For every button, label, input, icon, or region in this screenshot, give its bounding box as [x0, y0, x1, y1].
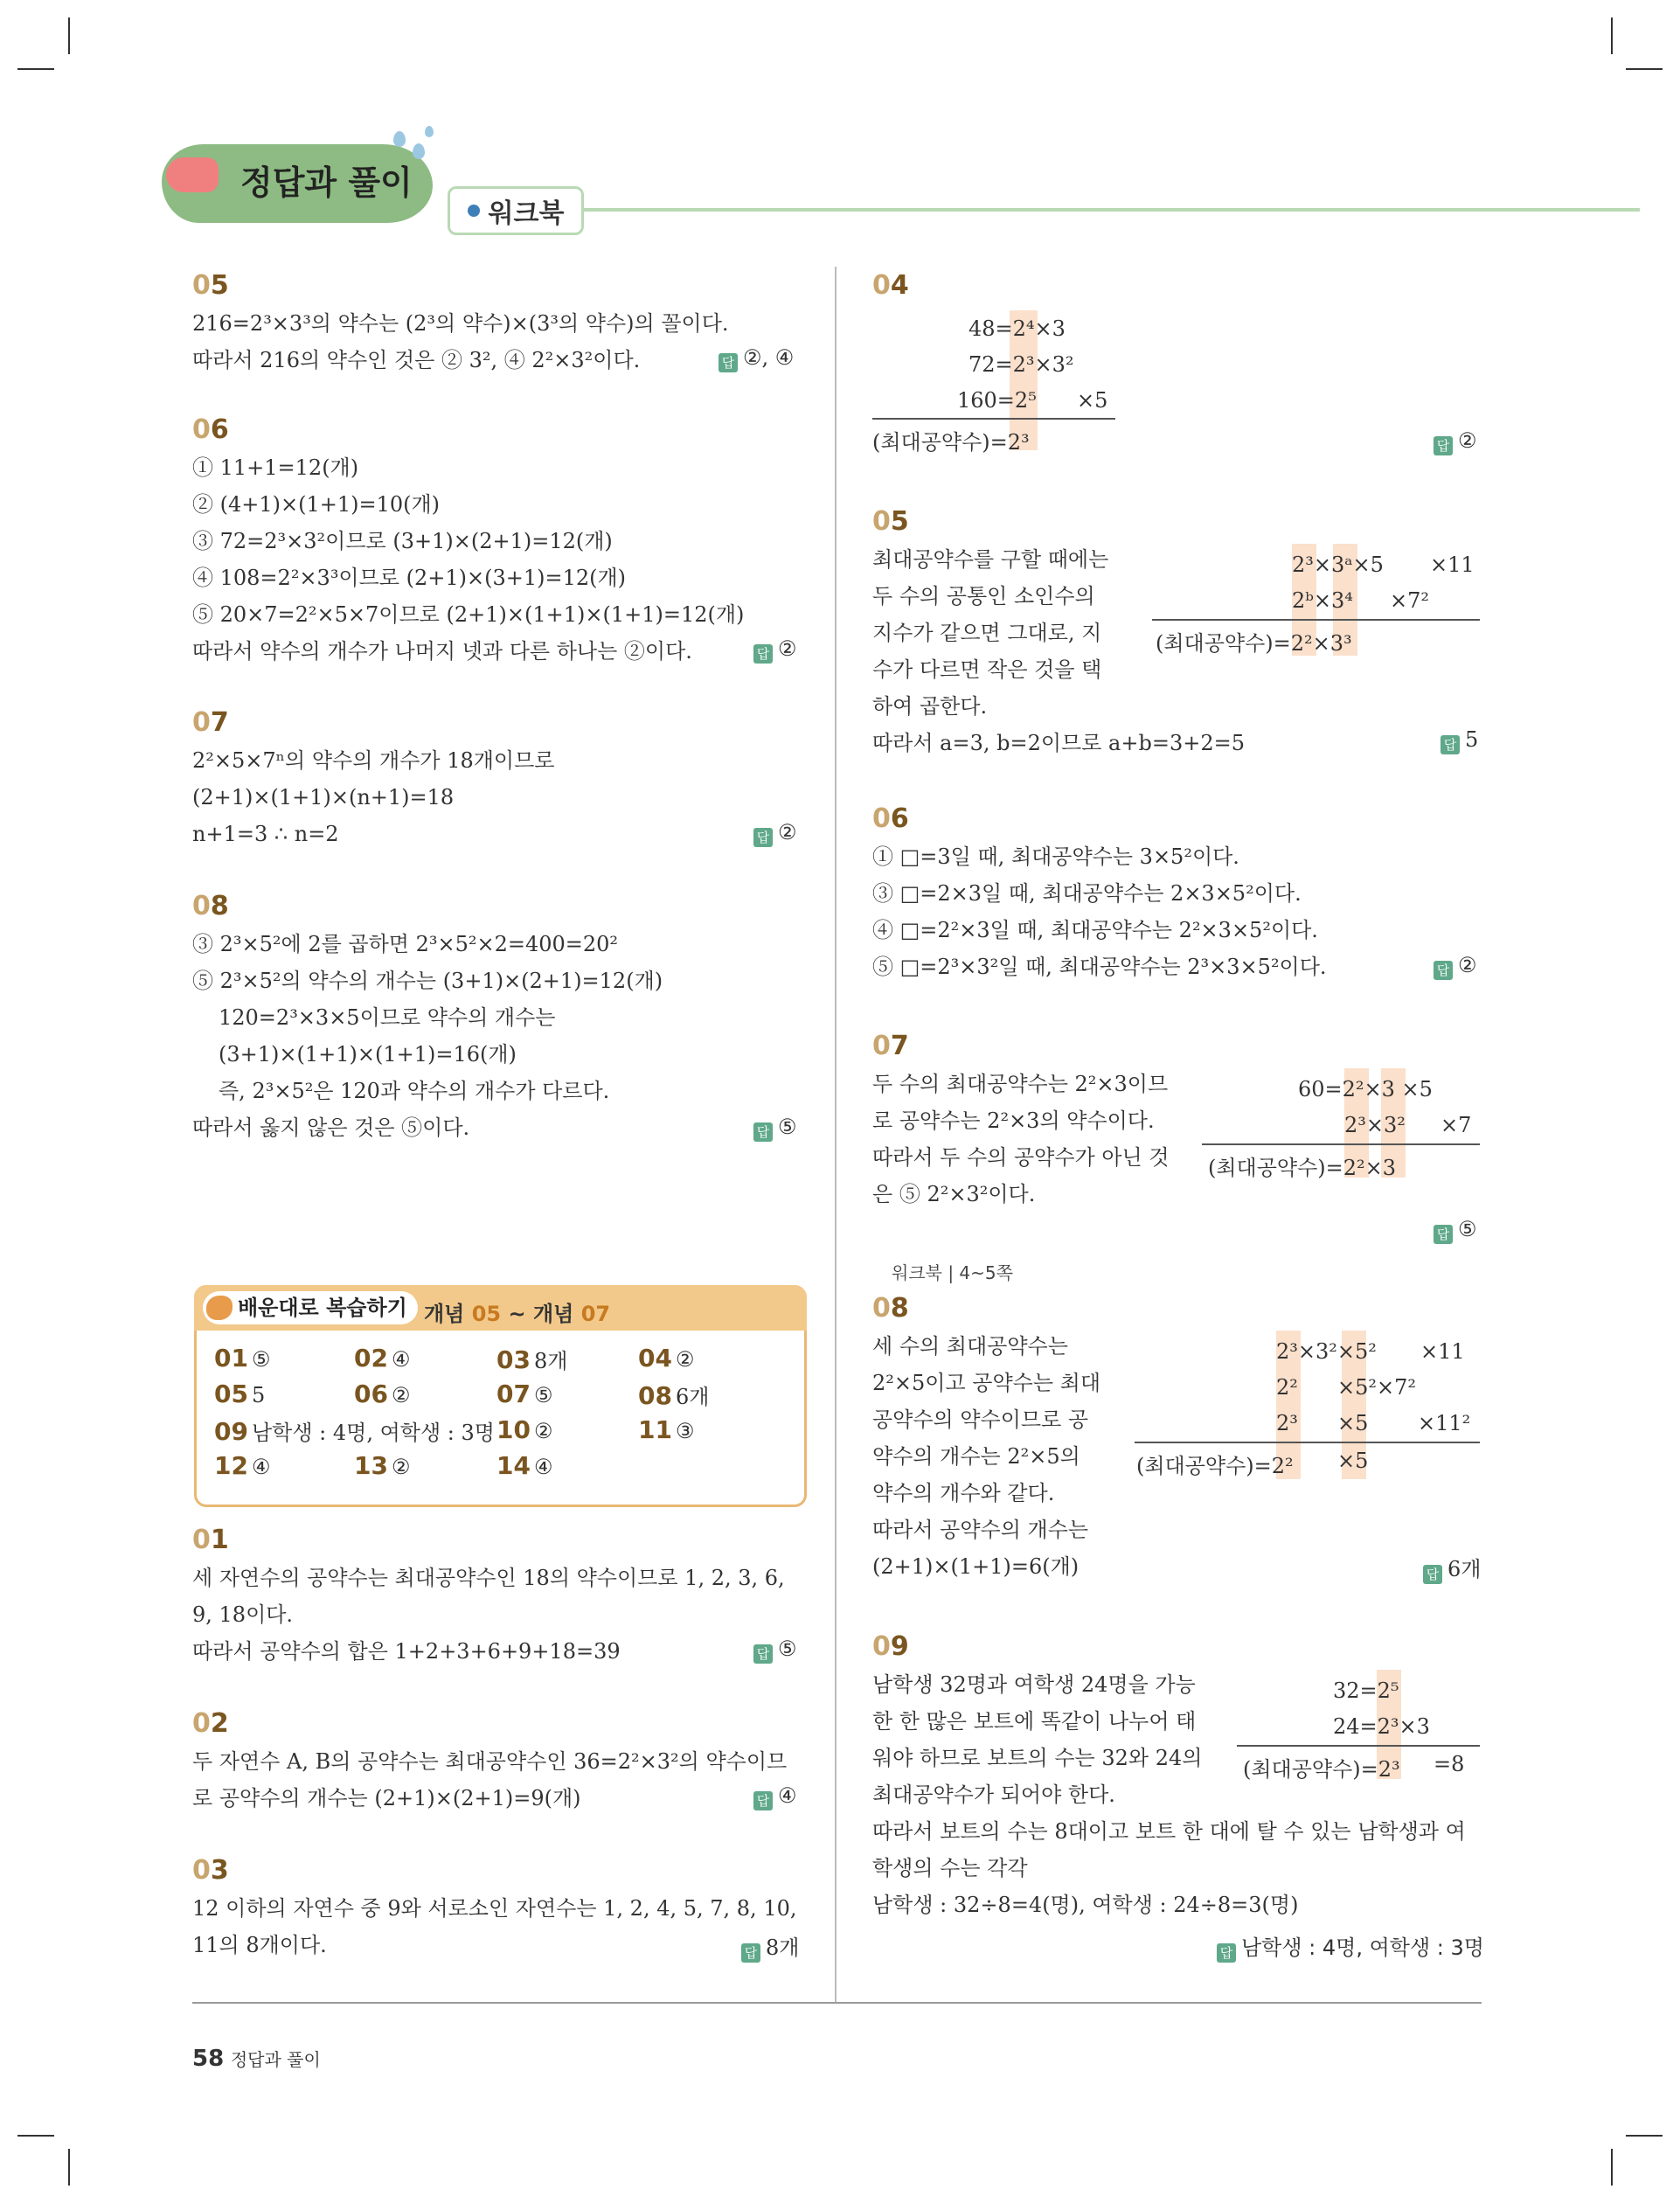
text-line: 남학생 : 32÷8=4(명), 여학생 : 24÷8=3(명) — [872, 1893, 1299, 1917]
text-line: 따라서 옳지 않은 것은 ⑤이다. — [192, 1115, 470, 1140]
text-line: 두 수의 공통인 소인수의 — [872, 584, 1095, 608]
header-rule — [489, 208, 1640, 212]
problem-number: 06 — [872, 803, 909, 834]
problem-number: 02 — [192, 1708, 229, 1739]
factor-line: 160=2⁵ — [957, 388, 1037, 413]
sub-num: 07 — [580, 1302, 611, 1326]
text-line: 하여 곱한다. — [872, 694, 988, 719]
text-line: 따라서 a=3, b=2이므로 a+b=3+2=5 — [872, 731, 1245, 755]
review-item: 13 ② — [354, 1451, 411, 1480]
crop-mark — [1626, 2135, 1663, 2137]
workbook-page-ref: 워크북 | 4~5쪽 — [892, 1262, 1013, 1283]
footer-label: 정답과 풀이 — [230, 2049, 321, 2070]
answer — [1434, 953, 1477, 980]
text-line: 최대공약수가 되어야 한다. — [872, 1783, 1115, 1807]
review-item: 03 8개 — [496, 1345, 568, 1374]
text-line: 12 이하의 자연수 중 9와 서로소인 자연수는 1, 2, 4, 5, 7, 8, 10, — [192, 1896, 797, 1921]
problem-number: 04 — [872, 270, 909, 301]
answer — [1434, 428, 1477, 455]
review-item: 02 ④ — [354, 1344, 411, 1373]
answer — [753, 1637, 797, 1664]
answer-value: ② — [778, 820, 797, 844]
review-item: 01 ⑤ — [214, 1344, 271, 1373]
answer-mark-icon: 답 — [753, 1644, 773, 1664]
text-line: (2+1)×(1+1)=6(개) — [872, 1554, 1080, 1579]
text-line: 216=2³×3³의 약수는 (2³의 약수)×(3³의 약수)의 꼴이다. — [192, 311, 729, 336]
text-line: ④ □=2²×3일 때, 최대공약수는 2²×3×5²이다. — [872, 918, 1318, 942]
divider-rule — [1152, 619, 1480, 621]
gcd-line: (최대공약수)=2²×3³ — [1156, 631, 1352, 656]
text-line: ⑤ 2³×5²의 약수의 개수는 (3+1)×(2+1)=12(개) — [192, 969, 663, 993]
text-line: 두 수의 최대공약수는 2²×3이므 — [872, 1072, 1169, 1096]
text-line: ③ 72=2³×3²이므로 (3+1)×(2+1)=12(개) — [192, 529, 613, 553]
answer-value: ⑤ — [778, 1637, 797, 1661]
answer-value: 5 — [1465, 727, 1479, 752]
factor-line: 32=2⁵ — [1333, 1678, 1399, 1703]
answer — [1434, 1217, 1477, 1244]
problem-number: 08 — [192, 891, 229, 921]
answer-mark-icon: 답 — [753, 644, 773, 664]
review-problem-03 — [192, 1852, 800, 1963]
text-line: 따라서 공약수의 개수는 — [872, 1518, 1089, 1542]
problem-number: 07 — [872, 1031, 909, 1061]
factor-line: 2³×3²×5² — [1276, 1339, 1377, 1364]
text-line: ③ □=2×3일 때, 최대공약수는 2×3×5²이다. — [872, 881, 1302, 906]
fish-mascot-icon — [166, 157, 219, 192]
answer — [753, 636, 797, 664]
gcd-line: (최대공약수)=2³ — [1243, 1757, 1400, 1782]
sub-num: 05 — [471, 1302, 502, 1326]
text-line: 공약수의 약수이므로 공 — [872, 1407, 1089, 1432]
review-item: 07 ⑤ — [496, 1379, 553, 1408]
problem-04 — [872, 267, 909, 305]
text-line: 따라서 두 수의 공약수가 아닌 것 — [872, 1145, 1170, 1170]
crop-mark — [1611, 17, 1613, 54]
text-line: ③ 2³×5²에 2를 곱하면 2³×5²×2=400=20² — [192, 932, 619, 956]
factor-line: ×5 — [1077, 388, 1108, 413]
answer-mark-icon: 답 — [741, 1943, 760, 1963]
gcd-line: (최대공약수)=2²×3 — [1208, 1156, 1397, 1180]
text-line: 수가 다르면 작은 것을 택 — [872, 657, 1102, 682]
answer-value: ② — [778, 636, 797, 661]
text-line: 따라서 약수의 개수가 나머지 넷과 다른 하나는 ②이다. — [192, 639, 692, 664]
factor-line: 24=2³×3 — [1333, 1714, 1430, 1739]
problem-06-right — [872, 800, 1327, 985]
problem-08 — [192, 887, 663, 1146]
problem-number: 09 — [872, 1631, 909, 1662]
answer-mark-icon: 답 — [1434, 1225, 1453, 1244]
text-line: ② (4+1)×(1+1)=10(개) — [192, 492, 441, 517]
text-line: ① □=3일 때, 최대공약수는 3×5²이다. — [872, 844, 1239, 869]
answer-mark-icon: 답 — [1434, 961, 1453, 980]
text-line: ④ 108=2²×3³이므로 (2+1)×(3+1)=12(개) — [192, 566, 627, 590]
text-line: 지수가 같으면 그대로, 지 — [872, 621, 1102, 645]
text-line: ⑤ 20×7=2²×5×7이므로 (2+1)×(1+1)×(1+1)=12(개) — [192, 602, 745, 627]
factor-line: ×11 — [1420, 1339, 1465, 1364]
factor-line: ×7 — [1440, 1113, 1472, 1137]
crop-mark — [17, 2135, 54, 2137]
review-item: 12 ④ — [214, 1451, 271, 1480]
crop-mark — [1626, 68, 1663, 70]
factor-line: 2³×3² — [1344, 1113, 1406, 1137]
answer — [753, 1783, 797, 1810]
answer-value: ② — [1458, 428, 1477, 453]
text-line: 두 자연수 A, B의 공약수는 최대공약수인 36=2²×3²의 약수이므 — [192, 1749, 788, 1774]
text-line: 워야 하므로 보트의 수는 32와 24의 — [872, 1746, 1203, 1770]
page-title: 정답과 풀이 — [240, 163, 413, 202]
divider-rule — [1135, 1442, 1480, 1443]
problem-number: 05 — [192, 270, 229, 301]
answer-mark-icon: 답 — [753, 1122, 773, 1142]
gcd-line: (최대공약수)=2³ — [872, 430, 1030, 455]
text-line: 로 공약수는 2²×3의 약수이다. — [872, 1108, 1155, 1133]
crop-mark — [17, 68, 54, 70]
column-divider — [835, 267, 837, 2002]
text-line: 최대공약수를 구할 때에는 — [872, 547, 1109, 572]
factor-line: ×5²×7² — [1337, 1375, 1416, 1400]
review-item: 04 ② — [638, 1344, 695, 1373]
text-line: 세 자연수의 공약수는 최대공약수인 18의 약수이므로 1, 2, 3, 6, — [192, 1566, 785, 1590]
review-subtitle — [424, 1296, 610, 1327]
problem-06 — [192, 411, 744, 670]
text-line: 따라서 공약수의 합은 1+2+3+6+9+18=39 — [192, 1639, 621, 1664]
review-item: 09 남학생 : 4명, 여학생 : 3명 — [214, 1417, 495, 1446]
text-line: n+1=3 ∴ n=2 — [192, 822, 339, 846]
footer-rule — [192, 2002, 1482, 2004]
factor-line: 2³ — [1276, 1411, 1298, 1435]
answer-value: ④ — [778, 1783, 797, 1808]
review-item: 10 ② — [496, 1415, 553, 1444]
review-item: 08 6개 — [638, 1381, 710, 1410]
tab-workbook — [448, 186, 584, 235]
text-line: 따라서 216의 약수인 것은 ② 3², ④ 2²×3²이다. — [192, 348, 641, 372]
text-line: 약수의 개수는 2²×5의 — [872, 1444, 1080, 1469]
answer — [1440, 727, 1478, 754]
sub-text: 개념 — [424, 1302, 472, 1326]
factor-line: 60=2²×3 ×5 — [1298, 1077, 1433, 1102]
text-line: 따라서 보트의 수는 8대이고 보트 한 대에 탈 수 있는 남학생과 여 — [872, 1819, 1466, 1844]
footer — [192, 2046, 321, 2072]
dog-mascot-icon — [206, 1296, 233, 1320]
divider-rule — [872, 418, 1115, 420]
problem-07 — [192, 704, 554, 852]
factor-line: 48=2⁴×3 — [968, 316, 1066, 341]
factor-line: ×5 — [1337, 1411, 1369, 1435]
answer-mark-icon: 답 — [1423, 1565, 1442, 1584]
text-line: 120=2³×3×5이므로 약수의 개수는 — [219, 1005, 556, 1030]
problem-05 — [192, 267, 729, 379]
answer-mark-icon: 답 — [1434, 436, 1453, 455]
text-line: 2²×5×7ⁿ의 약수의 개수가 18개이므로 — [192, 748, 555, 773]
text-line: 로 공약수의 개수는 (2+1)×(2+1)=9(개) — [192, 1786, 581, 1810]
answer-value: ② — [1458, 953, 1477, 977]
review-title — [203, 1291, 418, 1324]
problem-number: 05 — [872, 506, 909, 537]
page-number: 58 — [192, 2046, 225, 2072]
gcd-line: ×5 — [1337, 1449, 1369, 1473]
problem-08-right — [872, 1289, 1100, 1585]
review-problem-02 — [192, 1705, 787, 1817]
text-line: 은 ⑤ 2²×3²이다. — [872, 1182, 1036, 1206]
review-title-text: 배운대로 복습하기 — [238, 1296, 407, 1320]
text-line: 11의 8개이다. — [192, 1933, 327, 1957]
divider-rule — [1237, 1745, 1480, 1747]
text-line: 남학생 32명과 여학생 24명을 가능 — [872, 1672, 1196, 1697]
text-line: (3+1)×(1+1)×(1+1)=16(개) — [219, 1042, 517, 1067]
problem-number: 03 — [192, 1855, 229, 1886]
answer-value: ⑤ — [1458, 1217, 1477, 1241]
text-line: 9, 18이다. — [192, 1602, 294, 1627]
answer-mark-icon: 답 — [1440, 735, 1460, 754]
answer — [741, 1930, 799, 1963]
problem-07-right — [872, 1027, 1170, 1213]
text-line: 약수의 개수와 같다. — [872, 1481, 1055, 1505]
factor-line: ×11² — [1418, 1411, 1471, 1435]
review-problem-01 — [192, 1521, 785, 1670]
text-line: (2+1)×(1+1)×(n+1)=18 — [192, 785, 455, 810]
factor-line: 2ᵇ×3⁴ — [1292, 588, 1353, 613]
tab-dot-icon — [468, 205, 480, 217]
review-item: 06 ② — [354, 1379, 411, 1408]
review-item: 14 ④ — [496, 1451, 553, 1480]
text-line: 학생의 수는 각각 — [872, 1856, 1028, 1880]
gcd-line: =8 — [1434, 1752, 1465, 1776]
problem-number: 06 — [192, 414, 229, 445]
divider-rule — [1202, 1143, 1480, 1145]
gcd-line: (최대공약수)=2² — [1136, 1454, 1294, 1478]
text-line: 즉, 2³×5²은 120과 약수의 개수가 다르다. — [219, 1079, 610, 1103]
text-line: 세 수의 최대공약수는 — [872, 1334, 1068, 1359]
answer-mark-icon: 답 — [753, 828, 773, 847]
factor-line: ×7² — [1390, 588, 1429, 613]
factor-line: ×11 — [1430, 552, 1475, 577]
answer — [1217, 1930, 1484, 1963]
sub-text: ~ 개념 — [501, 1302, 581, 1326]
answer — [1423, 1552, 1481, 1584]
problem-number: 01 — [192, 1525, 229, 1555]
text-line: 한 한 많은 보트에 똑같이 나누어 태 — [872, 1709, 1197, 1734]
answer — [753, 1115, 797, 1142]
factor-line: 2² — [1276, 1375, 1298, 1400]
answer — [719, 345, 794, 372]
text-line: ⑤ □=2³×3²일 때, 최대공약수는 2³×3×5²이다. — [872, 955, 1327, 979]
answer-value: ②, ④ — [743, 345, 795, 370]
factor-line: 2³×3ᵃ×5 — [1292, 552, 1384, 577]
crop-mark — [1611, 2149, 1613, 2186]
answer-mark-icon: 답 — [719, 353, 738, 372]
answer-mark-icon: 답 — [753, 1791, 773, 1810]
answer-value: 남학생 : 4명, 여학생 : 3명 — [1241, 1935, 1484, 1960]
text-line: 2²×5이고 공약수는 최대 — [872, 1371, 1100, 1395]
tab-label: 워크북 — [488, 198, 565, 229]
crop-mark — [68, 17, 70, 54]
problem-number: 08 — [872, 1293, 909, 1324]
text-line: ① 11+1=12(개) — [192, 455, 359, 480]
problem-number: 07 — [192, 707, 229, 738]
answer-value: 6개 — [1447, 1557, 1482, 1581]
answer — [753, 820, 797, 847]
review-item: 05 5 — [214, 1379, 266, 1408]
factor-line: 72=2³×3² — [968, 352, 1074, 377]
answer-value: ⑤ — [778, 1115, 797, 1139]
answer-mark-icon: 답 — [1217, 1943, 1236, 1963]
review-item: 11 ③ — [638, 1415, 695, 1444]
crop-mark — [68, 2149, 70, 2186]
answer-value: 8개 — [766, 1935, 800, 1960]
